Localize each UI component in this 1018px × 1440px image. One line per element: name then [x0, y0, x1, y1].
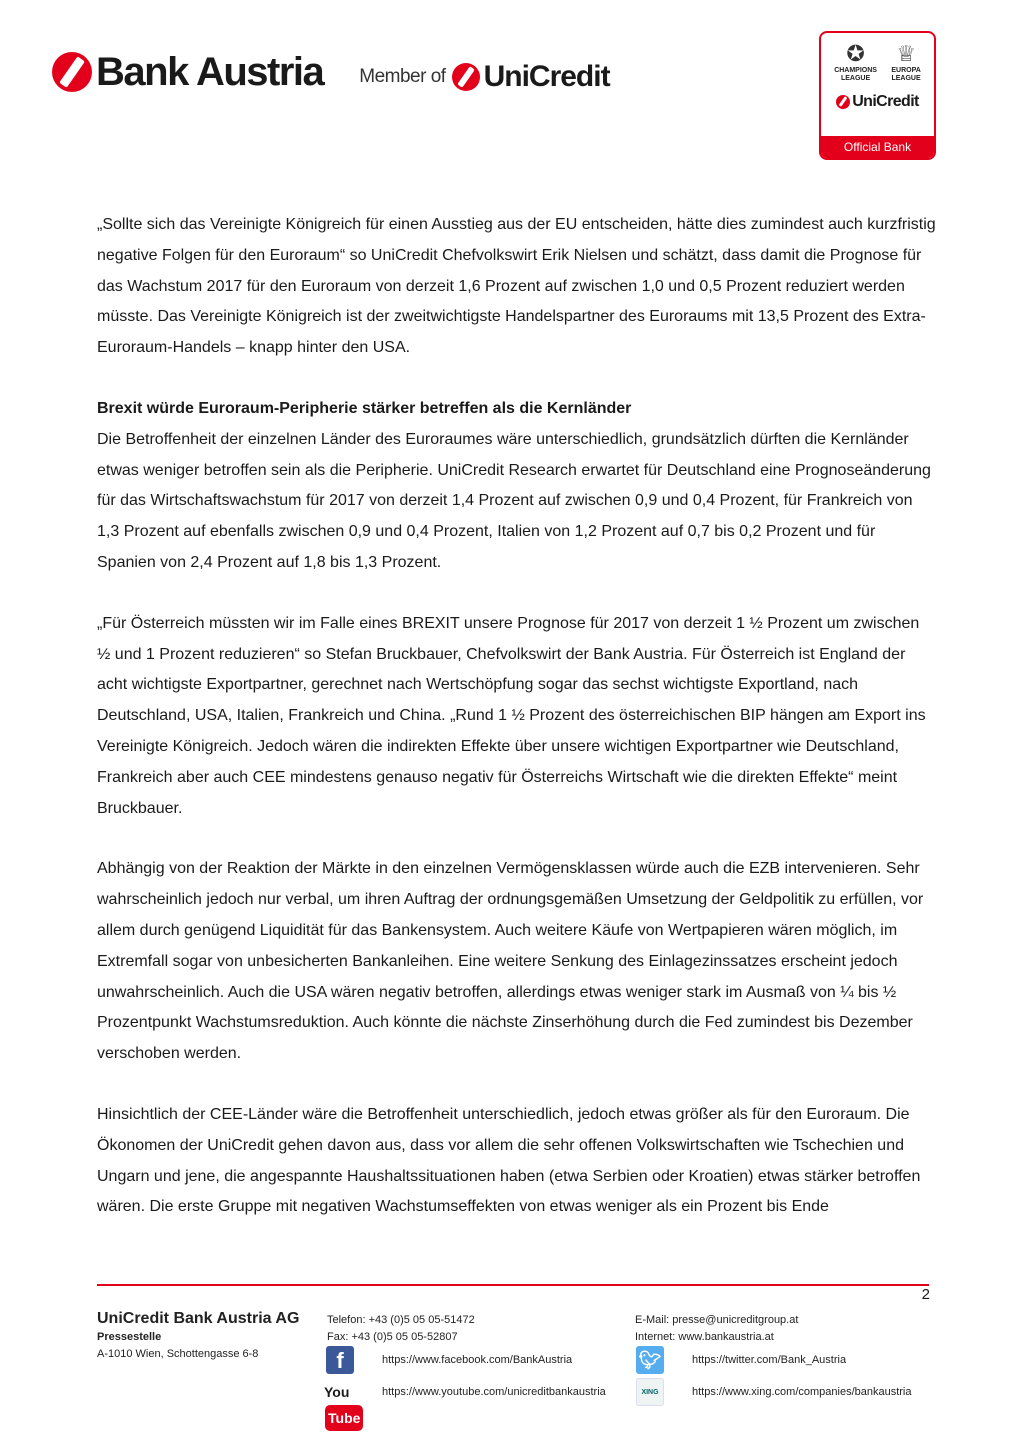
footer-phone: Telefon: +43 (0)5 05 05-51472 — [327, 1314, 475, 1326]
footer-company: UniCredit Bank Austria AG — [97, 1310, 300, 1327]
champions-league-logo — [834, 41, 877, 83]
footer-department: Pressestelle — [97, 1331, 162, 1343]
footer-fax: Fax: +43 (0)5 05 05-52807 — [327, 1331, 458, 1343]
league-name: CHAMPIONS — [834, 67, 877, 74]
league-name: LEAGUE — [840, 75, 871, 82]
xing-link[interactable]: https://www.xing.com/companies/bankaustria — [692, 1386, 912, 1398]
unicredit-name: UniCredit — [483, 60, 610, 93]
footer-address: A-1010 Wien, Schottengasse 6-8 — [97, 1348, 259, 1360]
bank-austria-logo — [52, 48, 323, 96]
member-of-unicredit — [359, 60, 609, 94]
footer-email[interactable]: E-Mail: presse@unicreditgroup.at — [635, 1314, 799, 1326]
xing-icon[interactable]: XING — [636, 1378, 664, 1406]
paragraph: „Für Österreich müssten wir im Falle eines BREXIT unsere Prognose für 2017 von derzeit 1 ½ Prozent um zwischen ½ und 1 Prozent reduzieren“ so Stefan Bruckbauer, Chefvolkswirt der Bank Austria. Für Österreich ist England der acht wichtigste Exportpartner, gerechnet nach Wertschöpfung sogar das sechst wichtigste Exportland, nach Deutschland, USA, Italien, Frankreich und China. „Rund 1 ½ Prozent des österreichischen BIP hängen am Export ins Vereinigte Königreich. Jedoch wären die indirekten Effekte über unsere wichtigen Exportpartner wie Deutschland, Frankreich aber auch CEE mindestens genauso negativ für Österreichs Wirtschaft wie die direkten Effekte“ meint Bruckbauer. — [97, 614, 926, 817]
youtube-icon-text: Tube — [325, 1405, 363, 1431]
league-logos — [821, 33, 934, 83]
trophy-icon: ♕ — [896, 41, 916, 66]
footer-divider — [97, 1284, 929, 1286]
unicredit-logo-icon — [836, 95, 850, 109]
section-heading: Brexit würde Euroraum-Peripherie stärker betreffen als die Kernländer — [97, 399, 632, 417]
unicredit-logo-icon — [452, 63, 480, 91]
badge-unicredit-text: UniCredit — [852, 93, 919, 110]
youtube-icon-text: You — [324, 1384, 350, 1400]
paragraph: Die Betroffenheit der einzelnen Länder des Euroraumes wäre unterschiedlich, grundsätzlich dürften die Kernländer etwas weniger betroffen sein als die Peripherie. UniCredit Research erwartet für Deutschland eine Prognoseänderung für das Wirtschaftswachstum für 2017 von derzeit 1,4 Prozent auf zwischen 0,9 und 0,4 Prozent, für Frankreich von 1,3 Prozent auf ebenfalls zwischen 0,9 und 0,4 Prozent, Italien von 1,2 Prozent auf 0,7 bis 0,2 Prozent und für Spanien von 2,4 Prozent auf 1,8 bis 1,3 Prozent. — [97, 430, 931, 571]
twitter-icon[interactable]: 🐦︎ — [636, 1346, 664, 1374]
facebook-icon[interactable]: f — [326, 1346, 354, 1374]
header-logos — [52, 48, 610, 96]
twitter-link[interactable]: https://twitter.com/Bank_Austria — [692, 1354, 847, 1366]
starball-icon: ✪ — [846, 41, 865, 66]
league-name: EUROPA — [891, 67, 921, 74]
badge-unicredit-logo — [821, 93, 934, 111]
unicredit-logo-icon — [52, 52, 92, 92]
paragraph: „Sollte sich das Vereinigte Königreich für einen Ausstieg aus der EU entscheiden, hätte dies zumindest auch kurzfristig negative Folgen für den Euroraum“ so UniCredit Chefvolkswirt Erik Nielsen und schätzt, dass damit die Prognose für das Wachstum 2017 für den Euroraum von derzeit 1,6 Prozent auf zwischen 1,0 und 0,5 Prozent reduziert werden müsste. Das Vereinigte Königreich ist der zweitwichtigste Handelspartner des Euroraums mit 13,5 Prozent des Extra-Euroraum-Handels – knapp hinter den USA. — [97, 216, 936, 357]
youtube-link[interactable]: https://www.youtube.com/unicreditbankaustria — [382, 1386, 606, 1398]
official-bank-label: Official Bank — [821, 136, 934, 158]
bank-name: Bank Austria — [96, 50, 324, 94]
footer-website[interactable]: Internet: www.bankaustria.at — [635, 1331, 774, 1343]
europa-league-logo — [891, 41, 920, 83]
paragraph: Abhängig von der Reaktion der Märkte in den einzelnen Vermögensklassen würde auch die EZB intervenieren. Sehr wahrscheinlich jedoch nur verbal, um ihren Auftrag der ordnungsgemäßen Umsetzung der Geldpolitik zu erfüllen, vor allem durch genügend Liquidität für das Bankensystem. Auch weitere Käufe von Wertpapieren wären möglich, im Extremfall sogar von unbesicherten Bankanleihen. Eine weitere Senkung des Einlagezinssatzes erscheint jedoch unwahrscheinlich. Auch die USA wären negativ betroffen, allerdings etwas weniger stark im Ausmaß von ¼ bis ½ Prozentpunkt Wachstumsreduktion. Auch könnte die nächste Zinserhöhung durch die Fed zumindest bis Dezember verschoben werden. — [97, 860, 924, 1063]
member-of-label: Member of — [359, 66, 446, 87]
youtube-icon[interactable] — [324, 1379, 374, 1426]
document-body — [97, 210, 937, 1253]
official-bank-badge — [819, 31, 936, 160]
league-name: LEAGUE — [891, 75, 921, 82]
facebook-link[interactable]: https://www.facebook.com/BankAustria — [382, 1354, 573, 1366]
page-number: 2 — [921, 1286, 930, 1303]
paragraph: Hinsichtlich der CEE-Länder wäre die Betroffenheit unterschiedlich, jedoch etwas größer als für den Euroraum. Die Ökonomen der UniCredit gehen davon aus, dass vor allem die sehr offenen Volkswirtschaften wie Tschechien und Ungarn und jene, die angespannte Haushaltssituationen haben (etwa Serbien oder Kroatien) etwas stärker betroffen wären. Die erste Gruppe mit negativen Wachstumseffekten von etwas weniger als ein Prozent bis Ende — [97, 1105, 921, 1216]
